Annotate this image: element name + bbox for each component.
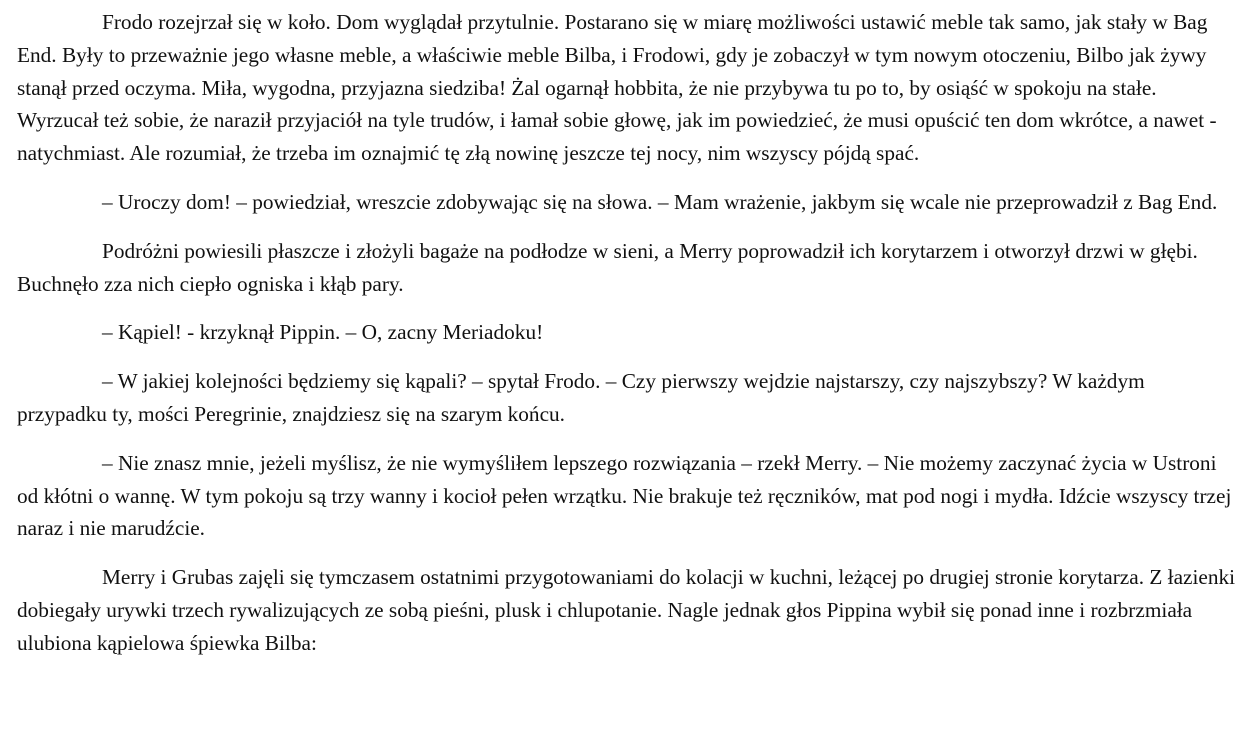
paragraph: – W jakiej kolejności będziemy się kąpali? – spytał Frodo. – Czy pierwszy wejdzie najstarszy, czy najszybszy? W każdym przypadku ty, mości Peregrinie, znajdziesz się na szarym końcu.	[17, 369, 1145, 426]
paragraph: – Nie znasz mnie, jeżeli myślisz, że nie wymyśliłem lepszego rozwiązania – rzekł Merry. – Nie możemy zaczynać życia w Ustroni od kłótni o wannę. W tym pokoju są trzy wanny i kocioł pełen wrzątku. Nie brakuje też ręczników, mat pod nogi i mydła. Idźcie wszyscy trzej naraz i nie marudźcie.	[17, 450, 1232, 541]
paragraph: Frodo rozejrzał się w koło. Dom wyglądał przytulnie. Postarano się w miarę możliwości ustawić meble tak samo, jak stały w Bag End. Były to przeważnie jego własne meble, a właściwie meble Bilba, i Frodowi, gdy je zobaczył w tym nowym otoczeniu, Bilbo jak żywy stanął przed oczyma. Miła, wygodna, przyjazna siedziba! Żal ogarnął hobbita, że nie przybywa tu po to, by osiąść w spokoju na stałe. Wyrzucał też sobie, że naraził przyjaciół na tyle trudów, i łamał sobie głowę, jak im powiedzieć, że musi opuścić ten dom wkrótce, a nawet - natychmiast. Ale rozumiał, że trzeba im oznajmić tę złą nowinę jeszcze tej nocy, nim wszyscy pójdą spać.	[17, 10, 1217, 166]
paragraph: – Uroczy dom! – powiedział, wreszcie zdobywając się na słowa. – Mam wrażenie, jakbym się wcale nie przeprowadził z Bag End.	[102, 189, 1218, 214]
paragraph: – Kąpiel! - krzyknął Pippin. – O, zacny Meriadoku!	[102, 320, 544, 345]
paragraph: Merry i Grubas zajęli się tymczasem ostatnimi przygotowaniami do kolacji w kuchni, leżącej po drugiej stronie korytarza. Z łazienki dobiegały urywki trzech rywalizujących ze sobą pieśni, plusk i chlupotanie. Nagle jednak głos Pippina wybił się ponad inne i rozbrzmiała ulubiona kąpielowa śpiewka Bilba:	[17, 565, 1236, 655]
paragraph: Podróżni powiesili płaszcze i złożyli bagaże na podłodze w sieni, a Merry poprowadził ich korytarzem i otworzył drzwi w głębi. Buchnęło zza nich ciepło ogniska i kłąb pary.	[17, 238, 1198, 296]
document-page	[17, 6, 1239, 660]
